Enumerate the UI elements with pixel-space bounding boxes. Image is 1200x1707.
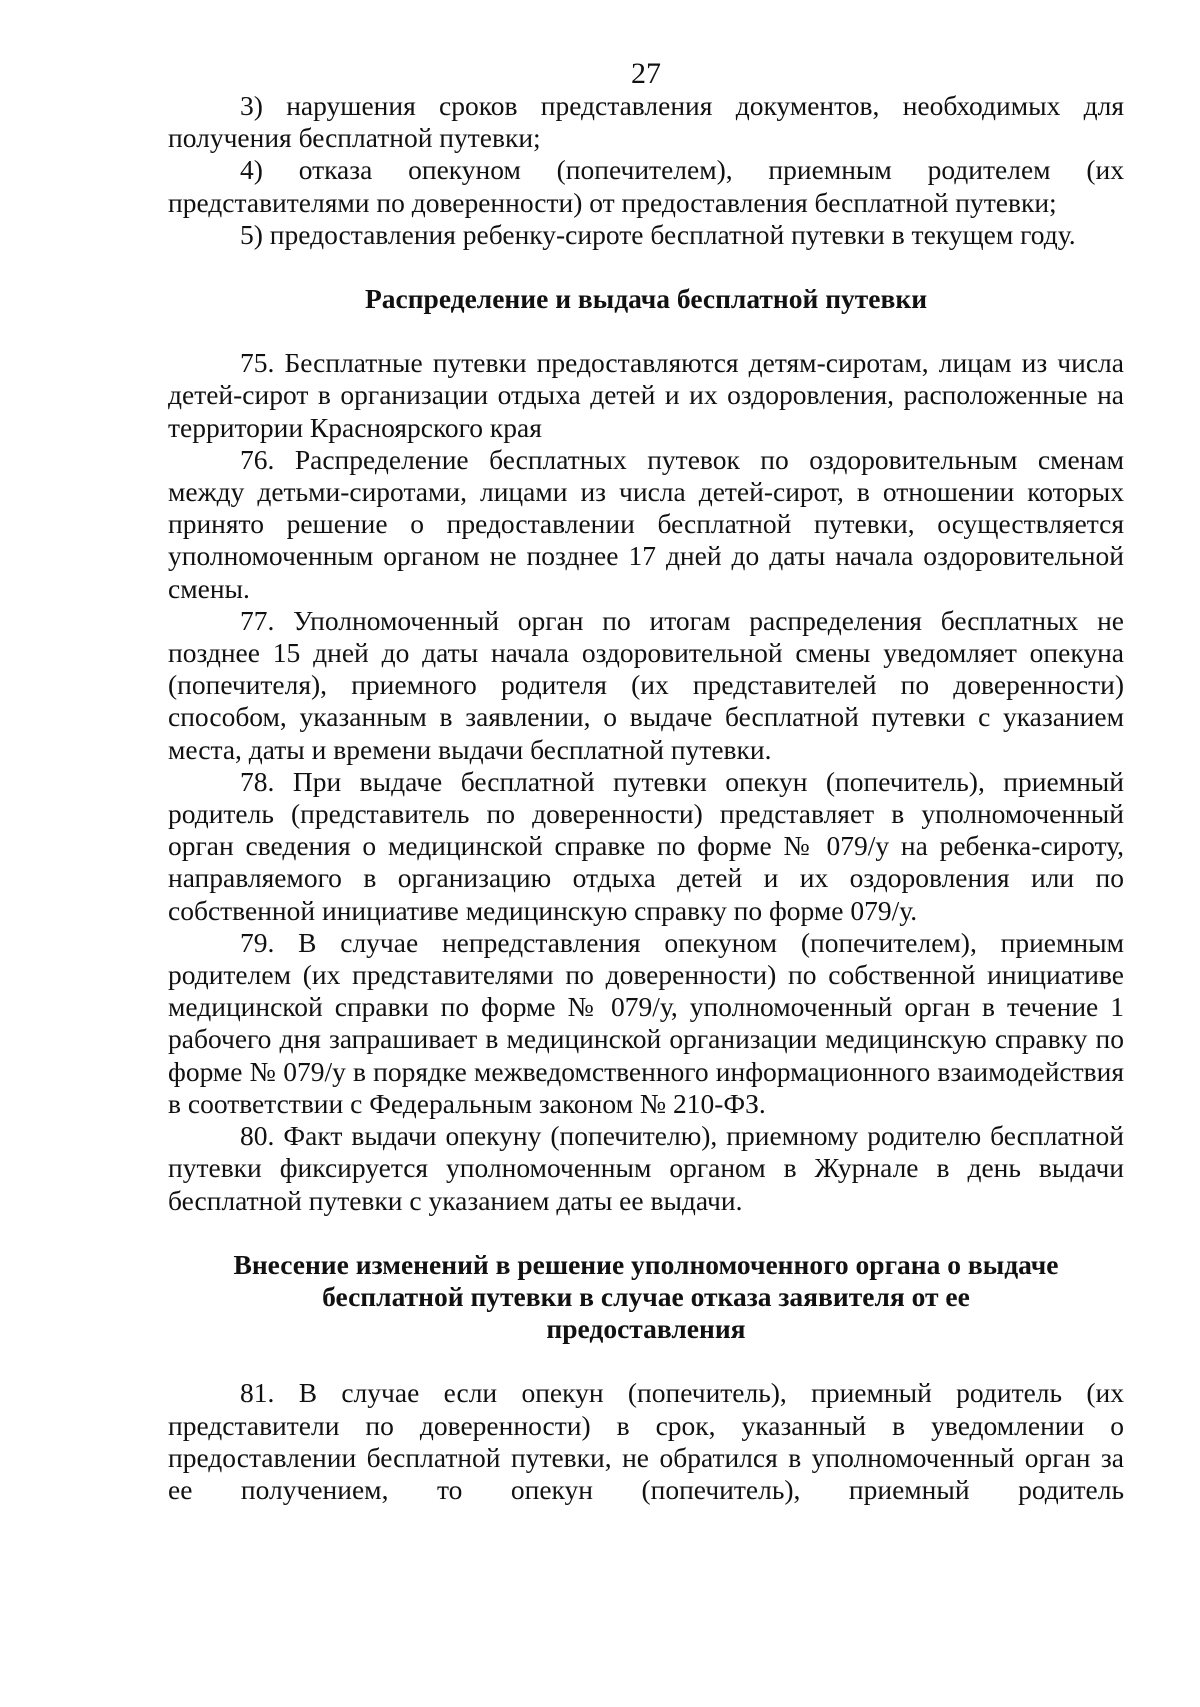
paragraph-item-4: 4) отказа опекуном (попечителем), приемным родителем (их представителями по доверенности) от предоставления бесплатной путевки; [168,154,1124,218]
section-heading-distribution: Распределение и выдача бесплатной путевки [364,283,928,315]
paragraph-item-3: 3) нарушения сроков представления документов, необходимых для получения бесплатной путевки; [168,90,1124,154]
paragraph-76: 76. Распределение бесплатных путевок по оздоровительным сменам между детьми-сиротами, лицами из числа детей-сирот, в отношении которых принято решение о предоставлении бесплатной путевки, осуществляется уполномоченным органом не позднее 17 дней до даты начала оздоровительной смены. [168,443,1124,604]
page-number: 27 [631,57,661,90]
heading-line-2: бесплатной путевки в случае отказа заявителя от ее [322,1280,970,1312]
heading-line-1: Внесение изменений в решение уполномоченного органа о выдаче [233,1248,1059,1280]
section-heading-changes [168,1249,1124,1346]
paragraph-81: 81. В случае если опекун (попечитель), приемный родитель (их представители по доверенности) в срок, указанный в уведомлении о предоставлении бесплатной путевки, не обратился в уполномоченный орган за ее получением, то опекун (попечитель), приемный родитель [168,1377,1124,1505]
document-page [168,58,1124,1506]
paragraph-80: 80. Факт выдачи опекуну (попечителю), приемному родителю бесплатной путевки фиксируется уполномоченным органом в Журнале в день выдачи бесплатной путевки с указанием даты ее выдачи. [168,1120,1124,1216]
paragraph-77: 77. Уполномоченный орган по итогам распределения бесплатных не позднее 15 дней до даты начала оздоровительной смены уведомляет опекуна (попечителя), приемного родителя (их представителей по доверенности) способом, указанным в заявлении, о выдаче бесплатной путевки с указанием места, даты и времени выдачи бесплатной путевки. [168,604,1124,765]
paragraph-79: 79. В случае непредставления опекуном (попечителем), приемным родителем (их представителями по доверенности) по собственной инициативе медицинской справки по форме № 079/у, уполномоченный орган в течение 1 рабочего дня запрашивает в медицинской организации медицинскую справку по форме № 079/у в порядке межведомственного информационного взаимодействия в соответствии с Федеральным законом № 210-ФЗ. [168,926,1124,1119]
paragraph-78: 78. При выдаче бесплатной путевки опекун (попечитель), приемный родитель (представитель по доверенности) представляет в уполномоченный орган сведения о медицинской справке по форме № 079/у на ребенка-сироту, направляемого в организацию отдыха детей и их оздоровления или по собственной инициативе медицинскую справку по форме 079/у. [168,765,1124,926]
paragraph-item-5: 5) предоставления ребенку-сироте бесплатной путевки в текущем году. [240,218,1076,250]
paragraph-75: 75. Бесплатные путевки предоставляются детям-сиротам, лицам из числа детей-сирот в организации отдыха детей и их оздоровления, расположенные на территории Красноярского края [168,347,1124,443]
heading-line-3: предоставления [546,1313,746,1345]
